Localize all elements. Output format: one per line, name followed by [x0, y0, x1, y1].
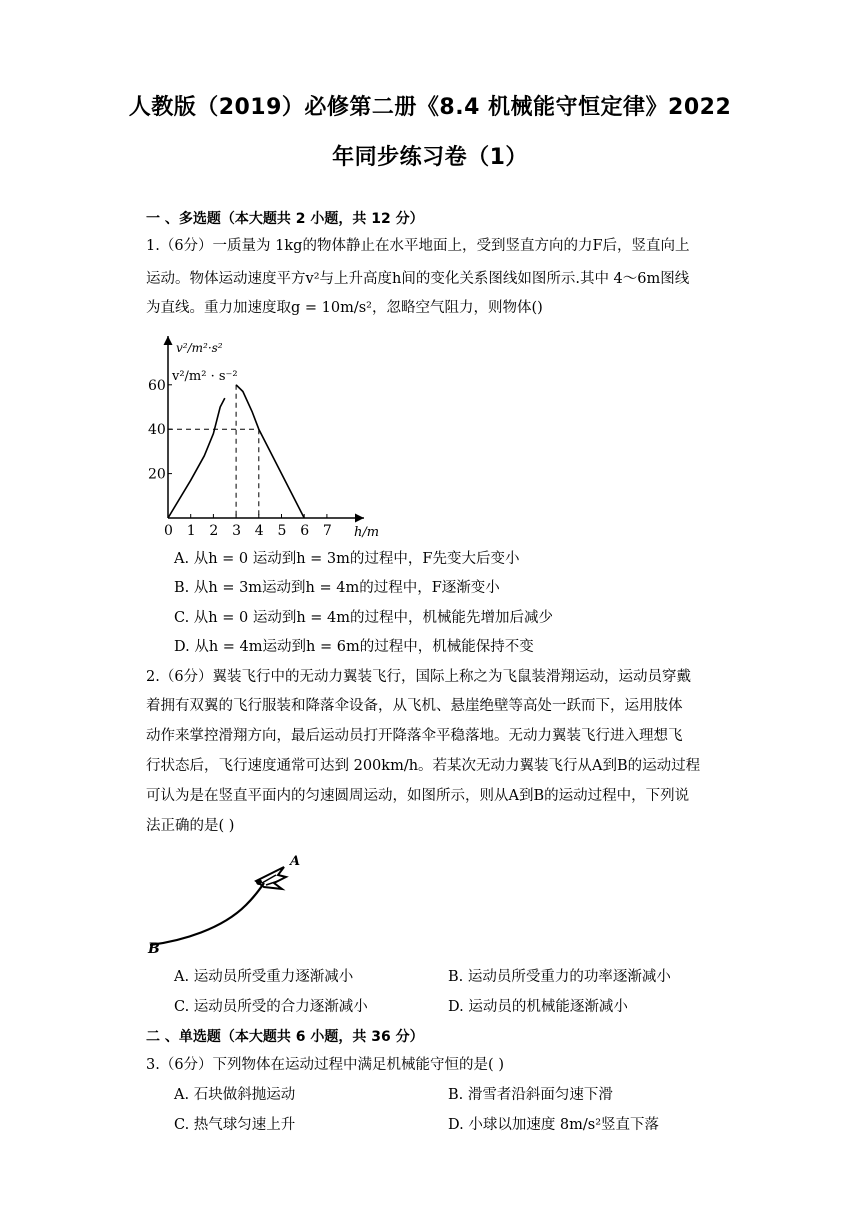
q1-text-line3: 为直线。重力加速度取g = 10m/s²，忽略空气阻力，则物体(): [146, 300, 543, 316]
q1-option-b: B. 从h = 3m运动到h = 4m的过程中，F逐渐变小: [174, 580, 500, 596]
section-heading-single-choice: 二 、单选题（本大题共 6 小题，共 36 分）: [146, 1029, 424, 1045]
wingsuit-trajectory-figure: [142, 845, 312, 955]
q2-text-line4: 行状态后，飞行速度通常可达到 200km/h。若某次无动力翼装飞行从A到B的运动过程: [146, 758, 701, 774]
y-tick-label: 20: [148, 466, 166, 483]
trajectory-arc: [150, 883, 264, 945]
x-tick-label: 7: [322, 523, 332, 539]
q1-option-d: D. 从h = 4m运动到h = 6m的过程中，机械能保持不变: [174, 639, 534, 655]
x-tick-label: 1: [186, 523, 196, 539]
q1-option-a: A. 从h = 0 运动到h = 3m的过程中，F先变大后变小: [174, 551, 520, 567]
x-tick-label: 4: [254, 523, 264, 539]
q2-text-line6: 法正确的是( ): [146, 818, 235, 834]
q3-option-c: C. 热气球匀速上升: [174, 1117, 296, 1133]
q2-option-d: D. 运动员的机械能逐渐减小: [448, 999, 628, 1015]
v2-h-graph: [142, 330, 402, 545]
q1-option-c: C. 从h = 0 运动到h = 4m的过程中，机械能先增加后减少: [174, 610, 554, 626]
y-axis-label: v²/m²·s²: [176, 341, 223, 355]
y-tick-label: 40: [148, 422, 166, 439]
wingsuit-flyer-icon: [256, 867, 286, 889]
q3-option-a: A. 石块做斜抛运动: [174, 1087, 296, 1103]
y-axis-label-inner: v²/m² · s⁻²: [172, 369, 238, 384]
x-tick-label: 3: [232, 523, 242, 539]
q2-text-line1: 2.（6分）翼装飞行中的无动力翼装飞行，国际上称之为飞鼠装滑翔运动，运动员穿戴: [146, 669, 692, 685]
doc-title-line1: 人教版（2019）必修第二册《8.4 机械能守恒定律》2022: [128, 95, 732, 120]
q2-option-a: A. 运动员所受重力逐渐减小: [174, 969, 354, 985]
doc-title-line2: 年同步练习卷（1）: [332, 145, 528, 170]
x-axis-label: h/m: [354, 525, 380, 540]
q2-option-b: B. 运动员所受重力的功率逐渐减小: [448, 969, 671, 985]
q1-text-line1: 1.（6分）一质量为 1kg的物体静止在水平地面上，受到竖直方向的力F后，竖直向上: [146, 238, 690, 254]
x-tick-label: 5: [277, 523, 287, 539]
y-tick-label: 60: [148, 377, 166, 394]
point-b-label: B: [148, 941, 160, 955]
q3-option-b: B. 滑雪者沿斜面匀速下滑: [448, 1087, 613, 1103]
point-a-label: A: [290, 854, 301, 869]
x-tick-label: 6: [300, 523, 310, 539]
x-tick-label: 0: [164, 523, 173, 539]
q2-text-line2: 着拥有双翼的飞行服装和降落伞设备，从飞机、悬崖绝壁等高处一跃而下，运用肢体: [146, 698, 683, 714]
series-line-2: [236, 385, 304, 518]
x-tick-label: 2: [209, 523, 219, 539]
series-line-1: [168, 398, 225, 518]
q2-option-c: C. 运动员所受的合力逐渐减小: [174, 999, 368, 1015]
q3-text-line1: 3.（6分）下列物体在运动过程中满足机械能守恒的是( ): [146, 1057, 504, 1073]
q1-text-line2: 运动。物体运动速度平方v²与上升高度h间的变化关系图线如图所示.其中 4～6m图线: [146, 271, 690, 287]
q2-text-line3: 动作来掌控滑翔方向，最后运动员打开降落伞平稳落地。无动力翼装飞行进入理想飞: [146, 728, 683, 744]
q3-option-d: D. 小球以加速度 8m/s²竖直下落: [448, 1117, 660, 1133]
q2-text-line5: 可认为是在竖直平面内的匀速圆周运动，如图所示，则从A到B的运动过程中，下列说: [146, 788, 690, 804]
section-heading-multiple-choice: 一 、多选题（本大题共 2 小题，共 12 分）: [146, 211, 424, 227]
